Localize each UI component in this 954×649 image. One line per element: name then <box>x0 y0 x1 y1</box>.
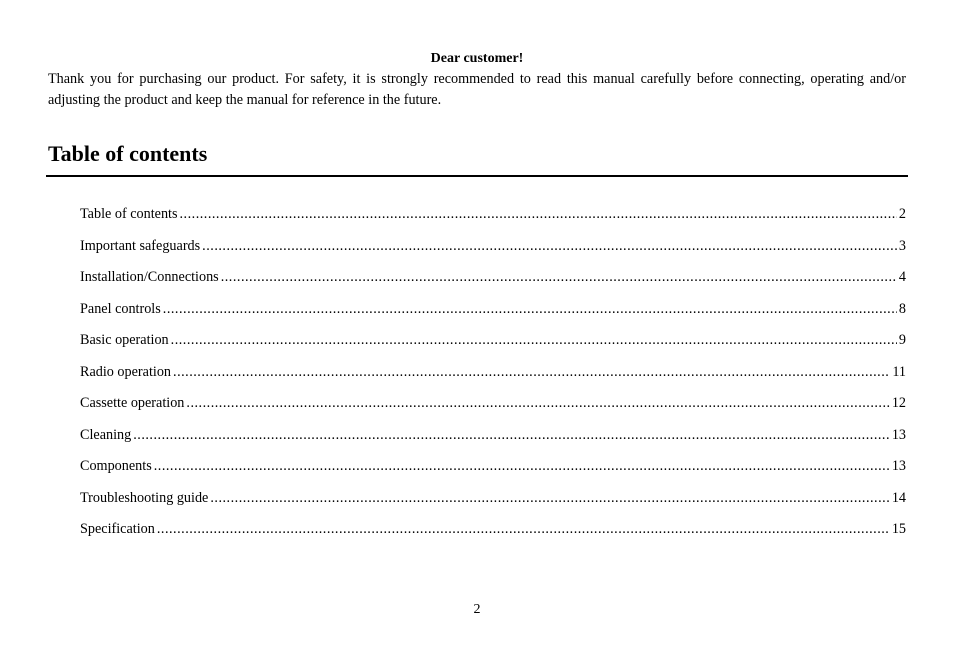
toc-entry-title: Specification <box>80 521 155 537</box>
toc-dot-leader <box>173 357 890 389</box>
toc-list <box>80 199 906 546</box>
toc-entry-title: Panel controls <box>80 300 161 317</box>
intro-paragraph: Thank you for purchasing our product. For safety, it is strongly recommended to read this manual carefully before connecting, operating and/or adjusting the product and keep the manual for reference in the future. <box>48 71 906 108</box>
toc-entry-page: 3 <box>898 237 906 254</box>
toc-entry[interactable] <box>80 325 906 357</box>
toc-entry[interactable] <box>80 483 906 515</box>
toc-entry-title: Table of contents <box>80 206 178 222</box>
toc-entry[interactable] <box>80 388 906 420</box>
toc-entry-page: 14 <box>891 489 906 506</box>
toc-entry[interactable] <box>80 294 906 326</box>
toc-entry-title: Radio operation <box>80 363 172 380</box>
toc-dot-leader <box>133 420 890 452</box>
toc-entry-page: 2 <box>898 206 906 222</box>
toc-dot-leader <box>221 262 897 294</box>
toc-entry-page: 12 <box>891 395 906 411</box>
toc-entry-page: 13 <box>891 426 906 443</box>
toc-entry[interactable] <box>80 420 906 452</box>
toc-entry-title: Cleaning <box>80 426 132 443</box>
toc-entry-title: Components <box>80 458 152 474</box>
toc-dot-leader <box>157 514 890 546</box>
page-number: 2 <box>473 602 481 617</box>
toc-entry-page: 11 <box>892 363 906 380</box>
toc-entry[interactable] <box>80 231 906 263</box>
toc-dot-leader <box>180 199 897 231</box>
toc-entry-title: Troubleshooting guide <box>80 489 209 506</box>
toc-dot-leader <box>186 388 889 420</box>
heading-divider <box>46 175 908 177</box>
toc-heading: Table of contents <box>48 141 208 166</box>
toc-entry-page: 15 <box>891 521 906 537</box>
toc-entry[interactable] <box>80 199 906 231</box>
toc-entry[interactable] <box>80 262 906 294</box>
toc-entry-page: 8 <box>898 300 906 317</box>
toc-entry-title: Important safeguards <box>80 237 201 254</box>
greeting-heading: Dear customer! <box>430 51 524 66</box>
toc-dot-leader <box>154 451 890 483</box>
toc-entry-page: 13 <box>891 458 906 474</box>
toc-entry[interactable] <box>80 357 906 389</box>
toc-entry[interactable] <box>80 451 906 483</box>
toc-entry-page: 9 <box>898 332 906 348</box>
toc-entry-title: Cassette operation <box>80 395 185 411</box>
toc-dot-leader <box>210 483 889 515</box>
toc-entry-page: 4 <box>898 269 906 285</box>
toc-dot-leader <box>163 294 897 326</box>
toc-entry-title: Installation/Connections <box>80 269 219 285</box>
toc-entry[interactable] <box>80 514 906 546</box>
toc-dot-leader <box>202 231 897 263</box>
toc-dot-leader <box>171 325 897 357</box>
toc-entry-title: Basic operation <box>80 332 169 348</box>
